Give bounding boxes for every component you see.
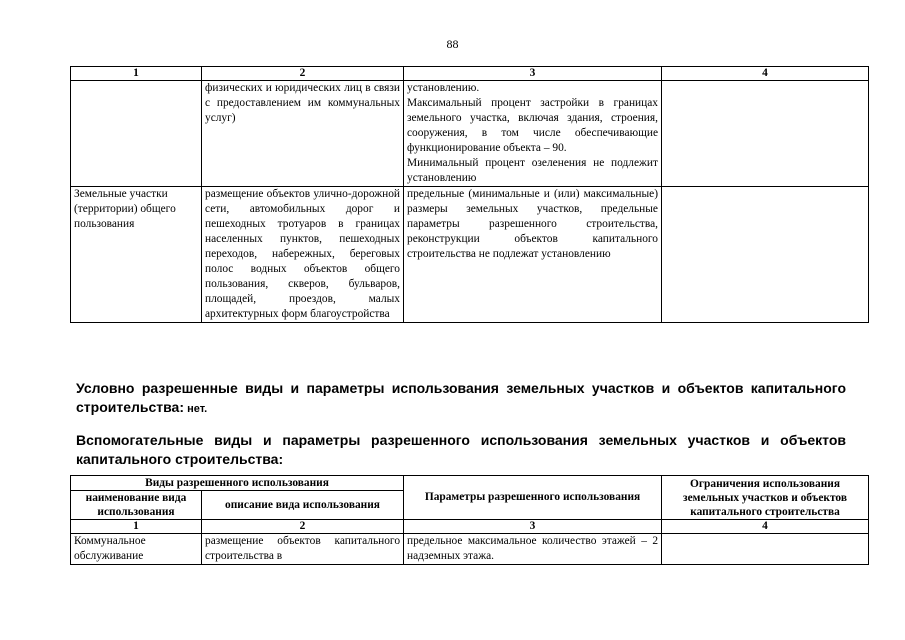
- col-number: 4: [662, 520, 869, 534]
- auxiliary-uses-heading: Вспомогательные виды и параметры разрешенного использования земельных участков и объектов капитального строительства:: [76, 432, 846, 467]
- table-row: [71, 81, 869, 187]
- table-row: [71, 187, 869, 323]
- col-number: 3: [404, 67, 662, 81]
- use-description-cell: размещение объектов улично-дорожной сети, автомобильных дорог и пешеходных тротуаров в границах населенных пунктов, пешеходных переходов, набережных, береговых полос водных объектов общего пользования, скверов, бульваров, площадей, проездов, малых архитектурных форм благоустройства: [202, 187, 404, 323]
- col-number: 2: [202, 520, 404, 534]
- header-use-description: описание вида использования: [202, 491, 404, 520]
- col-number: 3: [404, 520, 662, 534]
- header-use-name: наименование вида использования: [71, 491, 202, 520]
- column-number-row: [71, 67, 869, 81]
- heading-answer: нет.: [184, 403, 208, 415]
- col-number: 4: [662, 67, 869, 81]
- header-row: [71, 476, 869, 491]
- use-description-cell: физических и юридических лиц в связи с предоставлением им коммунальных услуг): [202, 81, 404, 187]
- conditional-uses-heading: [76, 379, 846, 419]
- col-number: 2: [202, 67, 404, 81]
- header-parameters: Параметры разрешенного использования: [404, 476, 662, 520]
- use-limits-cell: [662, 534, 869, 565]
- use-limits-cell: [662, 81, 869, 187]
- column-number-row: [71, 520, 869, 534]
- auxiliary-use-table: [70, 475, 869, 565]
- header-limits: Ограничения использования земельных участков и объектов капитального строительства: [662, 476, 869, 520]
- use-name-cell: [71, 81, 202, 187]
- use-parameters-cell: установлению. Максимальный процент застройки в границах земельного участка, включая здания, строения, сооружения, в том числе обеспечивающие функционирование объекта – 90. Минимальный процент озеленения не подлежит установлению: [404, 81, 662, 187]
- use-description-cell: размещение объектов капитального строительства в: [202, 534, 404, 565]
- page-number: 88: [446, 37, 459, 51]
- use-parameters-cell: предельные (минимальные и (или) максимальные) размеры земельных участков, предельные параметры разрешенного строительства, реконструкции объектов капитального строительства не подлежат установлению: [404, 187, 662, 323]
- use-name-cell: Земельные участки (территории) общего пользования: [71, 187, 202, 323]
- table-row: [71, 534, 869, 565]
- heading-text: Условно разрешенные виды и параметры использования земельных участков и объектов капитального строительства:: [76, 380, 846, 415]
- header-use-types: Виды разрешенного использования: [71, 476, 404, 491]
- use-name-cell: Коммунальное обслуживание: [71, 534, 202, 565]
- use-limits-cell: [662, 187, 869, 323]
- col-number: 1: [71, 520, 202, 534]
- use-parameters-cell: предельное максимальное количество этажей – 2 надземных этажа.: [404, 534, 662, 565]
- permitted-use-table-continued: [70, 66, 869, 323]
- col-number: 1: [71, 67, 202, 81]
